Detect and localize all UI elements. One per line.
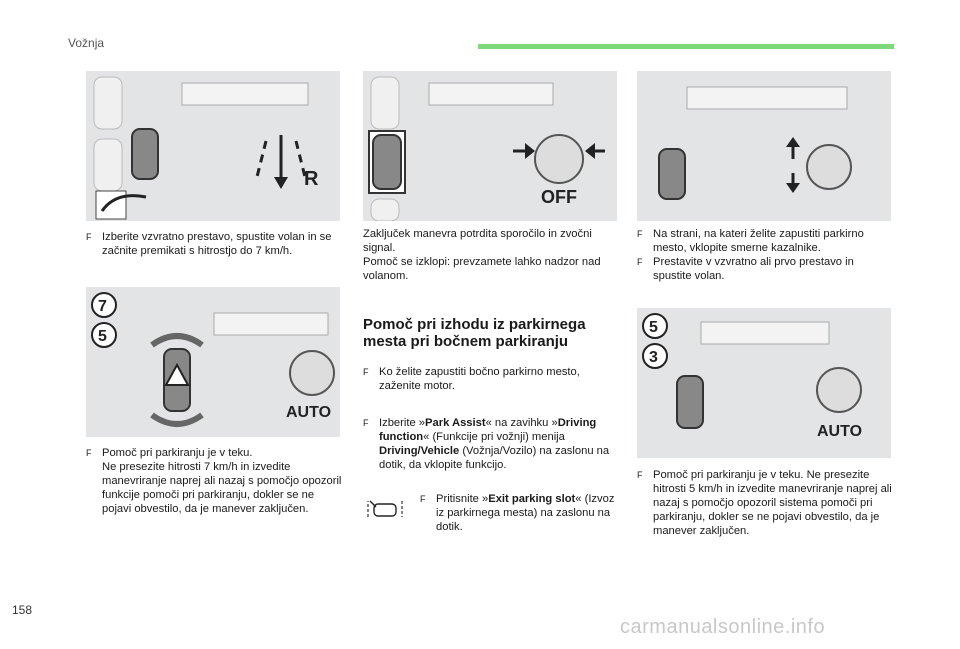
header-accent-bar <box>478 44 894 49</box>
section-heading: Pomoč pri izhodu iz parkirnega mesta pri bočnem parkiranju <box>363 316 586 350</box>
speed-7-label: 7 <box>98 298 107 315</box>
section-title: Vožnja <box>68 36 105 50</box>
bullet-icon: F <box>420 494 426 504</box>
bullet-icon: F <box>637 470 643 480</box>
illustration-exit-side <box>637 71 891 221</box>
gear-r-label: R <box>304 168 319 190</box>
col2-intro: Zaključek manevra potrdita sporočilo in zvočni signal. Pomoč se izklopi: prevzamete lahko nadzor nad volanom. <box>363 228 601 282</box>
bullet-icon: F <box>637 229 643 239</box>
col2-bullet-3: F Pritisnite »Exit parking slot« (Izvoz iz parkirnega mesta) na zaslonu na dotik. <box>420 493 615 533</box>
speed-3-label: 3 <box>649 349 658 366</box>
illustration-auto-5-3 <box>637 308 891 458</box>
bullet-icon: F <box>86 448 92 458</box>
page-number: 158 <box>12 603 33 617</box>
bullet-icon: F <box>363 418 369 428</box>
auto-label-1: AUTO <box>286 404 332 421</box>
col1-bullet-2: F Pomoč pri parkiranju je v teku. Ne presezite hitrosti 7 km/h in izvedite manevriranje naprej ali nazaj s pomočjo opozoril funkcije pomoči pri parkiranju, dokler se ne pojavi obvestilo, da je manever zaključen. <box>86 447 342 515</box>
col1-bullet-1: F Izberite vzvratno prestavo, spustite volan in se začnite premikati s hitrostjo do 7 km/h. <box>86 231 332 257</box>
watermark: carmanualsonline.info <box>620 616 826 638</box>
illustration-reverse <box>86 71 340 221</box>
bullet-icon: F <box>86 232 92 242</box>
illustration-auto-7-5 <box>86 287 340 437</box>
bullet-icon: F <box>363 367 369 377</box>
speed-5-label-2: 5 <box>649 319 658 336</box>
col3-bullet-3: F Pomoč pri parkiranju je v teku. Ne presezite hitrosti 5 km/h in izvedite manevriranje naprej ali nazaj s pomočjo opozoril sistema pomoči pri parkiranju, dokler se ne pojavi obvestilo, da je manever zaključen. <box>637 469 892 537</box>
exit-parking-slot-icon <box>366 497 404 523</box>
bullet-icon: F <box>637 257 643 267</box>
col3-bullets-top: F Na strani, na kateri želite zapustiti parkirno mesto, vklopite smerne kazalnike. F Prestavite v vzvratno ali prvo prestavo in spustite volan. <box>637 228 864 282</box>
off-label: OFF <box>541 187 577 207</box>
speed-5-label: 5 <box>98 328 107 345</box>
col2-bullet-2: F Izberite »Park Assist« na zavihku »Driving function« (Funkcije pri vožnji) menija Driving/Vehicle (Vožnja/Vozilo) na zaslonu na dotik, da vklopite funkcijo. <box>363 417 610 471</box>
auto-label-2: AUTO <box>817 423 863 440</box>
col2-bullet-1: F Ko želite zapustiti bočno parkirno mesto, zaženite motor. <box>363 366 580 392</box>
illustration-off <box>363 71 617 221</box>
